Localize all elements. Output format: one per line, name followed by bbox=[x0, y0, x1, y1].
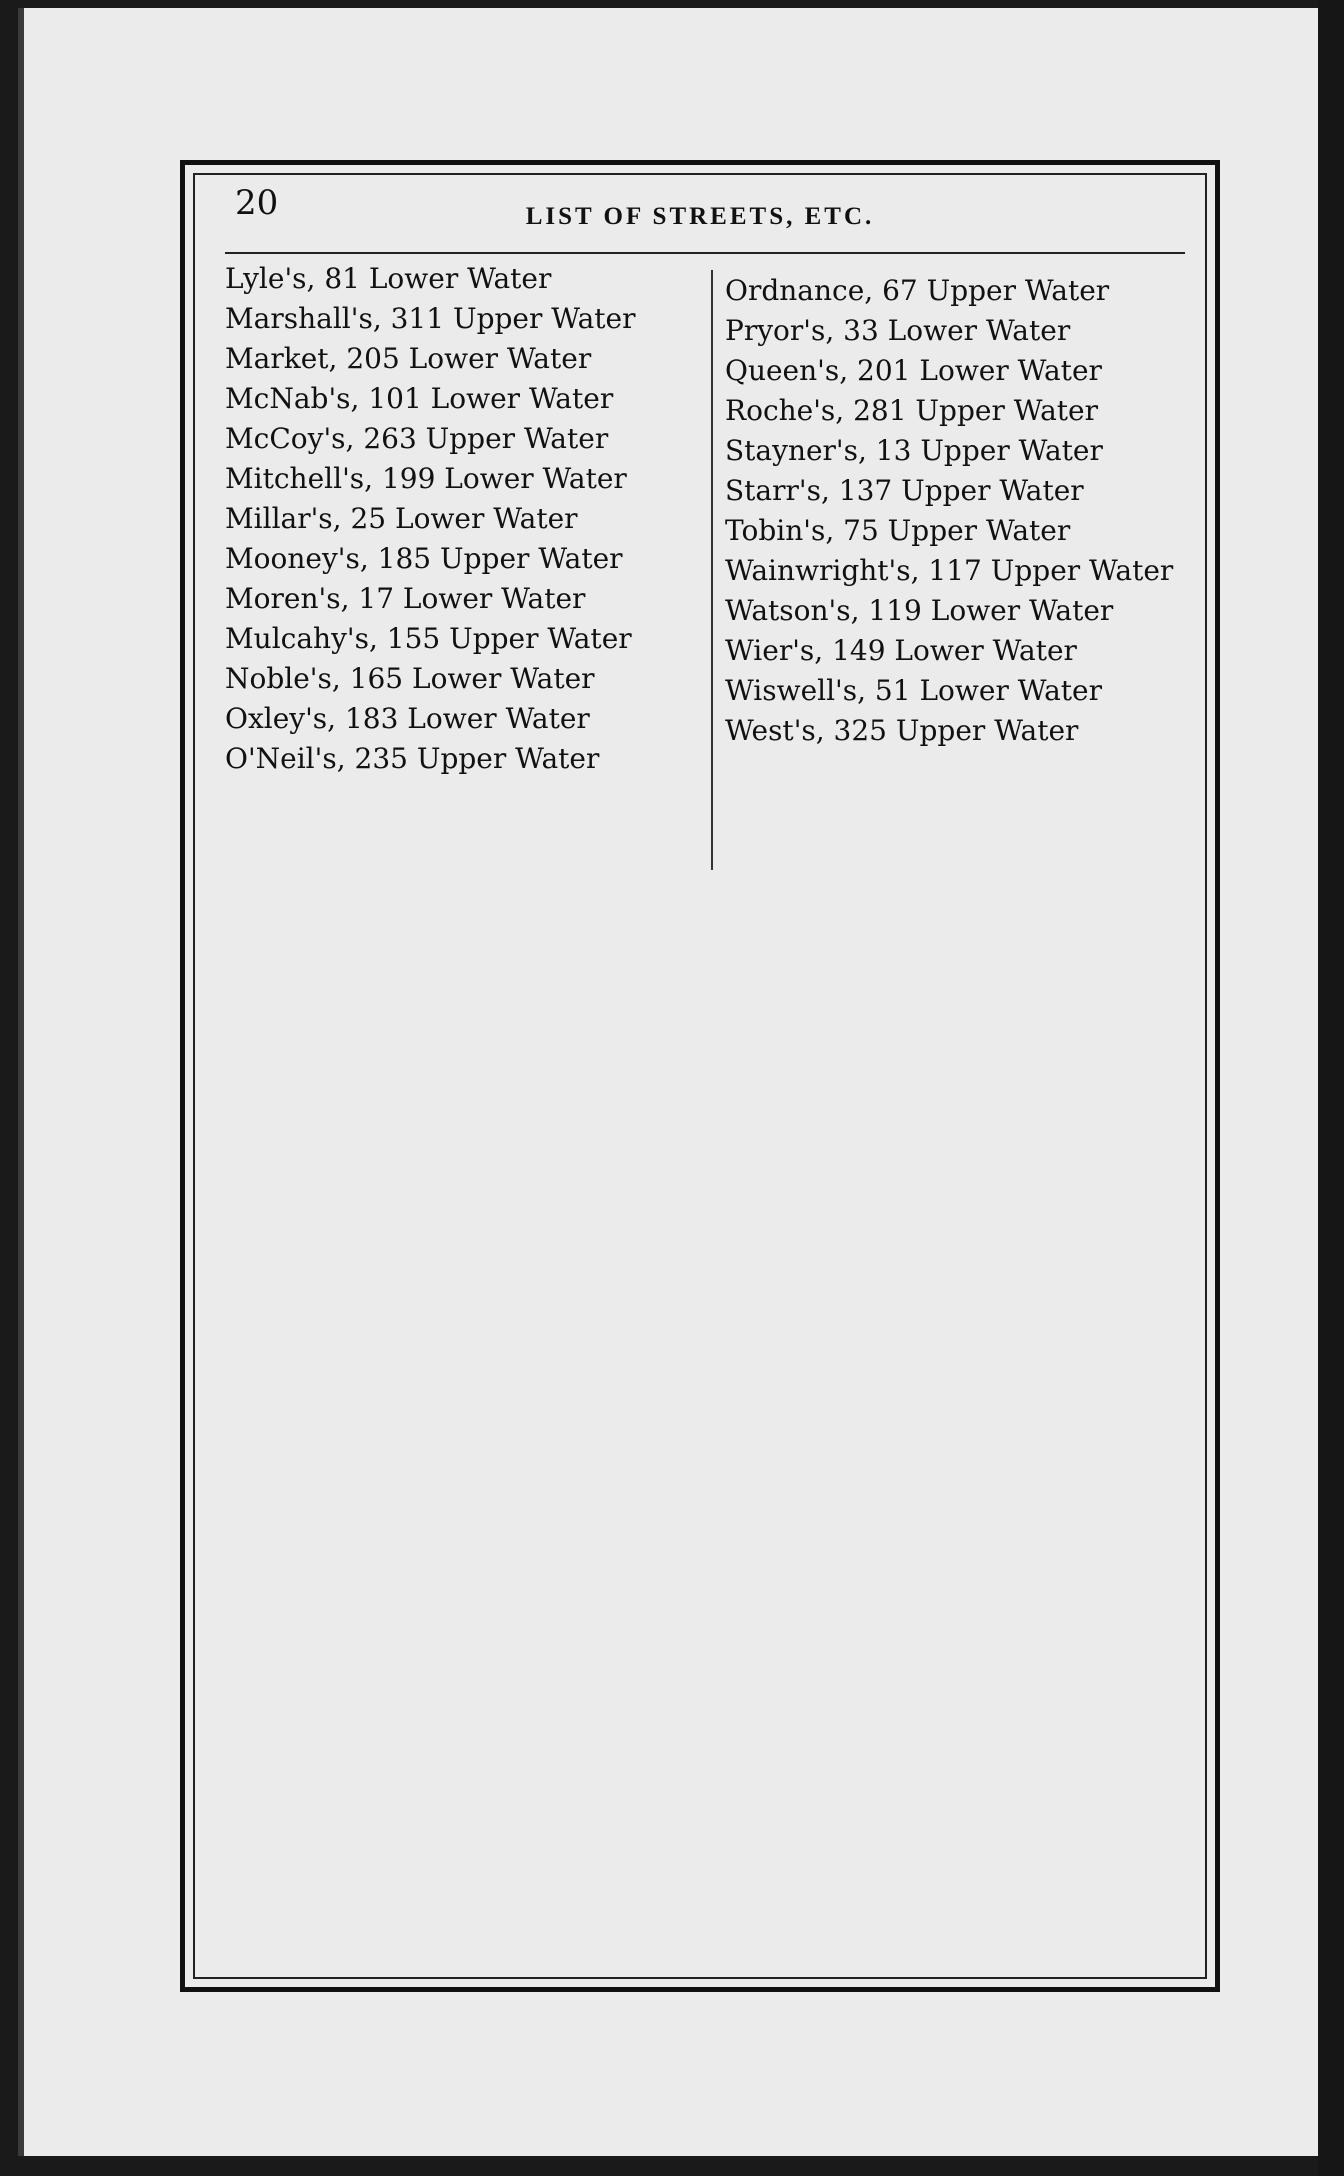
street-entry: McCoy's, 263 Upper Water bbox=[225, 422, 609, 455]
street-entry: Millar's, 25 Lower Water bbox=[225, 502, 578, 535]
street-entry: Lyle's, 81 Lower Water bbox=[225, 262, 552, 295]
street-list-right bbox=[725, 271, 1195, 751]
street-entry: Stayner's, 13 Upper Water bbox=[725, 434, 1103, 467]
street-entry: Ordnance, 67 Upper Water bbox=[725, 274, 1110, 307]
column-divider bbox=[711, 270, 713, 870]
street-entry: Watson's, 119 Lower Water bbox=[725, 594, 1114, 627]
page-border-inner bbox=[193, 173, 1207, 1979]
street-entry: Market, 205 Lower Water bbox=[225, 342, 592, 375]
page-sheet bbox=[18, 8, 1324, 2156]
page-border bbox=[180, 160, 1220, 1992]
street-entry: McNab's, 101 Lower Water bbox=[225, 382, 614, 415]
street-entry: O'Neil's, 235 Upper Water bbox=[225, 742, 600, 775]
street-entry: Wainwright's, 117 Upper Water bbox=[725, 554, 1174, 587]
street-entry: Oxley's, 183 Lower Water bbox=[225, 702, 590, 735]
street-entry: Queen's, 201 Lower Water bbox=[725, 354, 1102, 387]
street-list-left bbox=[225, 259, 725, 779]
street-entry: Moren's, 17 Lower Water bbox=[225, 582, 586, 615]
street-entry: Wiswell's, 51 Lower Water bbox=[725, 674, 1102, 707]
street-entry: Wier's, 149 Lower Water bbox=[725, 634, 1077, 667]
street-entry: Marshall's, 311 Upper Water bbox=[225, 302, 636, 335]
street-entry: Noble's, 165 Lower Water bbox=[225, 662, 595, 695]
street-entry: Mulcahy's, 155 Upper Water bbox=[225, 622, 632, 655]
street-entry: Tobin's, 75 Upper Water bbox=[725, 514, 1071, 547]
street-entry: Roche's, 281 Upper Water bbox=[725, 394, 1098, 427]
street-entry: Mooney's, 185 Upper Water bbox=[225, 542, 623, 575]
street-entry: West's, 325 Upper Water bbox=[725, 714, 1079, 747]
book-edge bbox=[1318, 0, 1344, 2176]
street-entry: Pryor's, 33 Lower Water bbox=[725, 314, 1071, 347]
page-number: 20 bbox=[235, 183, 279, 223]
street-entry: Mitchell's, 199 Lower Water bbox=[225, 462, 627, 495]
header-rule bbox=[225, 252, 1185, 254]
running-head: LIST OF STREETS, ETC. bbox=[525, 203, 875, 230]
street-entry: Starr's, 137 Upper Water bbox=[725, 474, 1084, 507]
